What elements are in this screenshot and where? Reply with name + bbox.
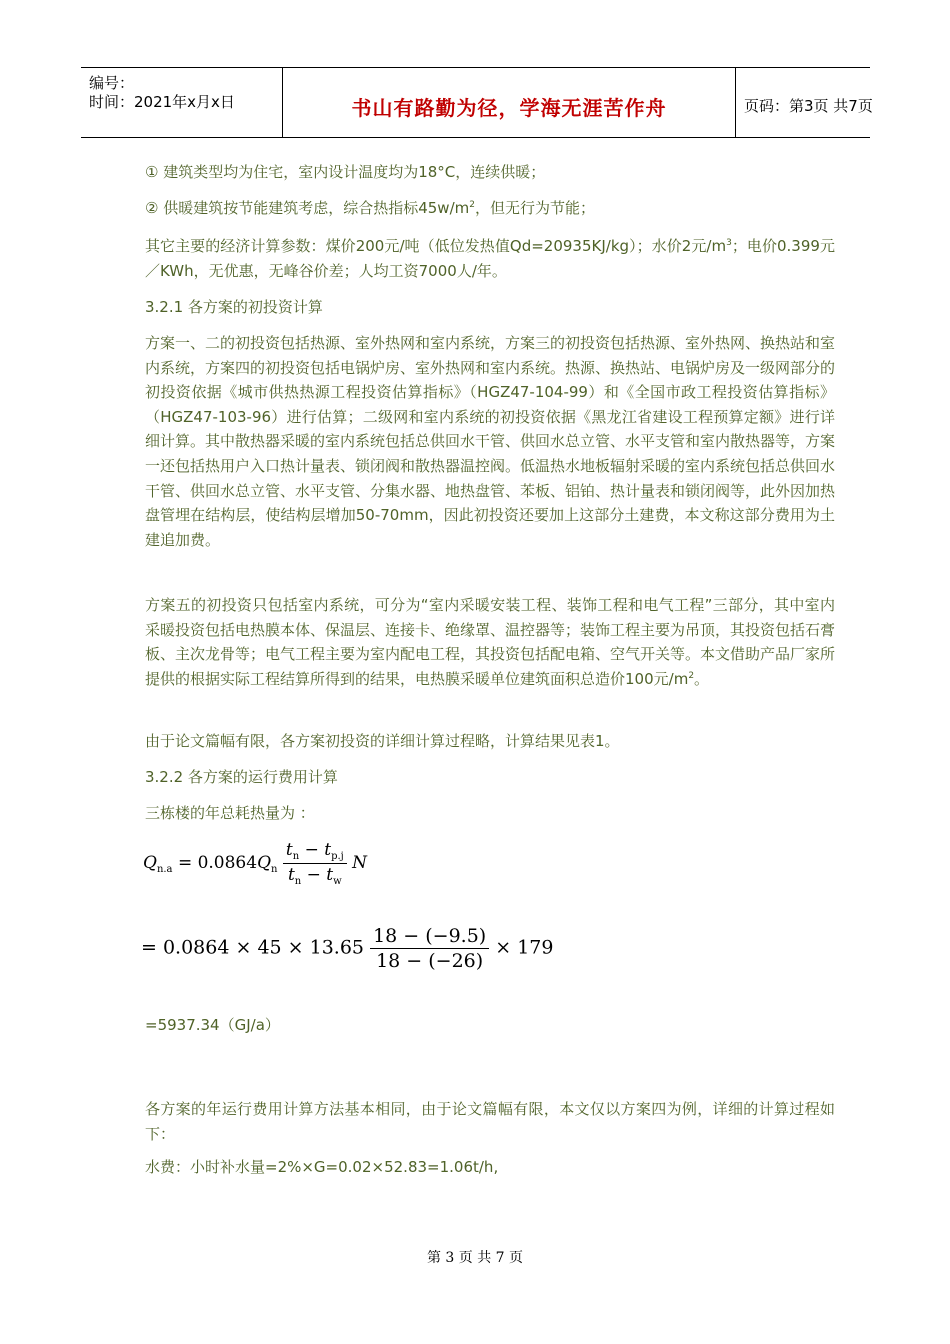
heat-index-text-end: ，但无行为节能； [474,199,595,217]
scheme-five-text-end: 。 [694,669,710,688]
formula-numerator [283,840,347,864]
formula2-numerator: 18 − (−9.5) [370,925,489,949]
formula-num-sub: n [292,851,300,862]
formula-result: =5937.34（GJ/a） [145,1016,280,1034]
formula-num-mid: − t [299,840,332,860]
formula-q-sub: n [271,864,278,875]
formula-den-sub: n [294,876,302,887]
superscript: 2 [688,670,695,681]
formula-q: Q [257,853,272,873]
formula-lhs: Q [143,853,157,873]
formula-lhs-sub: n.a [156,864,173,875]
section-heading-operating-cost: 3.2.2 各方案的运行费用计算 [145,768,338,786]
paragraph-water-cost: 水费：小时补水量=2%×G=0.02×52.83=1.06t/h, [145,1158,499,1176]
economic-params-text-end: ；电价0.399元／KWh，无优惠，无峰谷价差；人均工资7000人/年。 [145,237,835,280]
section-heading-initial-investment: 3.2.1 各方案的初投资计算 [145,298,323,316]
scheme-five-text: 方案五的初投资只包括室内系统，可分为“室内采暖安装工程、装饰工程和电气工程”三部分，其中室内采暖投资包括电热膜本体、保温层、连接卡、绝缘罩、温控器等；装饰工程主要为吊顶，其投资包括石膏板、主次龙骨等；电气工程主要为室内配电工程，其投资包括配电箱、空气开关等。本文借助产品厂家所提供的根据实际工程结算所得到的结果，电热膜采暖单位建筑面积总造价100元/m [145,596,836,688]
formula-annual-heat [143,840,367,887]
formula2-denominator: 18 − (−26) [376,950,484,972]
formula2-suffix: × 179 [495,936,554,959]
formula-denominator [283,864,347,887]
paragraph-building-type: ① 建筑类型均为住宅，室内设计温度均为18°C，连续供暖； [145,163,546,181]
formula-den-t: t [287,865,295,885]
paragraph-initial-investment: 方案一、二的初投资包括热源、室外热网和室内系统，方案三的初投资包括热源、室外热网、换热站和室内系统，方案四的初投资包括电锅炉房、室外热网和室内系统。热源、换热站、电锅炉房及一级网部分的初投资依据《城市供热热源工程投资估算指标》（HGZ47-104-99）和《全国市政工程投资估算指标》（HGZ47-103-96）进行估算；二级网和室内系统的初投资依据《黑龙江省建设工程预算定额》进行详细计算。其中散热器采暖的室内系统包括总供回水干管、供回水总立管、水平支管和室内散热器等，方案一还包括热用户入口热计量表、锁闭阀和散热器温控阀。低温热水地板辐射采暖的室内系统包括总供回水干管、供回水总立管、水平支管、分集水器、地热盘管、苯板、铝铂、热计量表和锁闭阀等，此外因加热盘管埋在结构层，使结构层增加50-70mm，因此初投资还要加上这部分土建费，本文称这部分费用为土建追加费。 [145,334,836,549]
page-info: 页码：第3页 共7页 [744,97,873,115]
paragraph-economic-params [145,234,835,283]
formula-fraction [283,840,347,887]
formula-den-sub2: w [333,876,342,887]
paragraph-omitted-details: 由于论文篇幅有限，各方案初投资的详细计算过程略，计算结果见表1。 [145,732,620,750]
heat-index-text: ② 供暖建筑按节能建筑考虑，综合热指标45w/m [145,199,470,217]
formula2-prefix: = 0.0864 × 45 × 13.65 [141,936,365,959]
page-footer: 第 3 页 共 7 页 [426,1250,524,1266]
header-motto: 书山有路勤为径，学海无涯苦作舟 [351,96,667,120]
formula-n: N [352,853,368,873]
paragraph-annual-heat-intro: 三栋楼的年总耗热量为 ： [145,804,315,822]
paragraph-operating-cost-method: 各方案的年运行费用计算方法基本相同，由于论文篇幅有限，本文仅以方案四为例，详细的计算过程如下： [145,1100,835,1143]
superscript: 3 [726,238,732,248]
economic-params-text: 其它主要的经济计算参数：煤价200元/吨（低位发热值Qd=20935KJ/kg）；水价2元/m [145,237,727,255]
formula-num-t: t [285,840,293,860]
number-label: 编号： [89,74,135,92]
formula-den-mid: − t [301,865,334,885]
header-motto-cell [282,68,736,137]
paragraph-heat-index [145,196,835,221]
paragraph-scheme-five [145,593,835,691]
header-meta-cell [81,68,281,137]
header-page-cell [736,68,873,137]
formula-substitution [141,925,553,972]
formula-coefficient: = 0.0864 [177,853,258,873]
page-header [81,67,873,138]
formula2-fraction [370,925,489,972]
formula-num-sub2: p.j [331,851,344,862]
time-label: 时间：2021年x月x日 [89,93,235,111]
superscript: 2 [469,200,475,210]
